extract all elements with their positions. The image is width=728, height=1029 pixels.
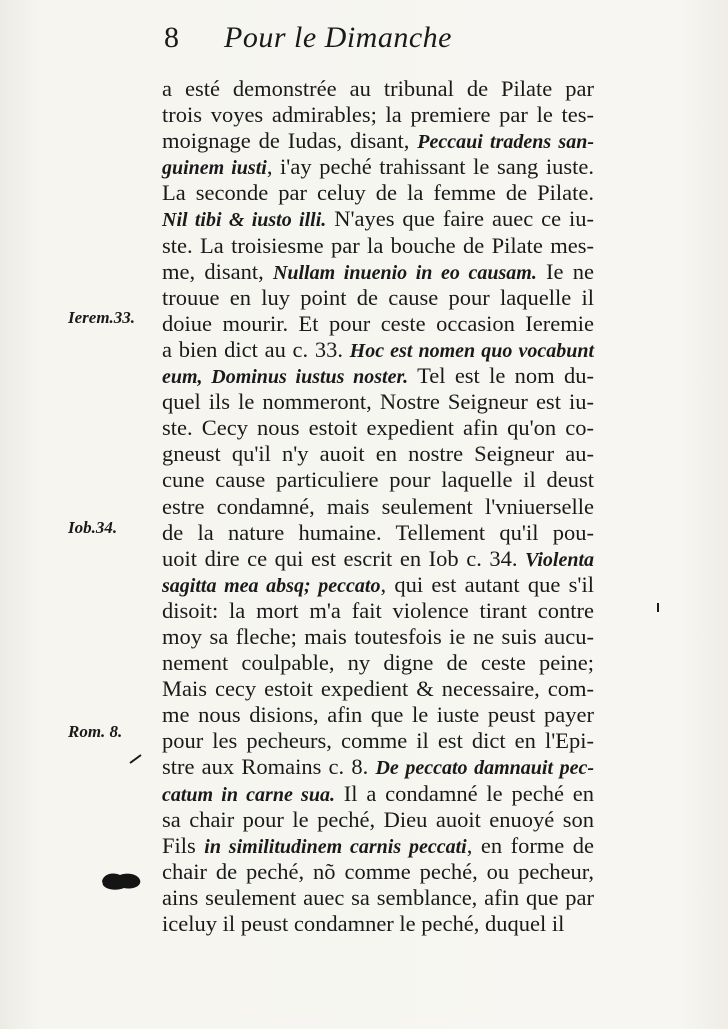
text-segment: de la nature humaine. Tellement qu'il pou- — [162, 519, 594, 545]
text-line — [162, 598, 594, 624]
text-line — [162, 650, 594, 676]
text-segment: ains seulement auec sa semblance, afin que par — [162, 884, 594, 910]
text-segment: ste. Cecy nous estoit expedient afin qu'on co- — [162, 415, 594, 441]
latin-quote: Violenta — [525, 548, 594, 571]
text-segment: moignage de Iudas, disant, — [162, 128, 418, 154]
latin-quote: in similitudinem carnis peccati — [204, 835, 467, 858]
text-line — [162, 520, 594, 546]
text-line — [162, 363, 594, 389]
text-segment: nement coulpable, ny digne de ceste peine; — [162, 650, 594, 676]
text-line — [162, 233, 594, 259]
text-line — [162, 441, 594, 467]
latin-quote: sagitta mea absq; peccato — [162, 574, 381, 597]
text-line — [162, 180, 594, 206]
stray-pen-mark — [128, 752, 144, 766]
text-line — [162, 206, 594, 232]
latin-quote: Nil tibi & iusto illi. — [162, 209, 327, 232]
text-line — [162, 337, 594, 363]
text-line — [162, 702, 594, 728]
text-segment: me nous disions, afin que le iuste peust payer — [162, 702, 594, 728]
text-segment: Tel est le nom du- — [408, 363, 594, 389]
text-segment: doiue mourir. Et pour ceste occasion Ieremie — [162, 310, 594, 336]
text-line — [162, 728, 594, 754]
text-segment: , i'ay peché trahissant le sang iuste. — [266, 154, 594, 180]
text-segment: ste. La troisiesme par la bouche de Pilate mes- — [162, 232, 594, 258]
text-segment: Mais cecy estoit expedient & necessaire, com- — [162, 676, 594, 702]
text-segment: N'ayes que faire auec ce iu- — [326, 206, 595, 232]
latin-quote: eum, Dominus iustus noster. — [162, 366, 409, 389]
ink-blot — [100, 870, 142, 892]
text-line — [162, 154, 594, 180]
text-segment: gneust qu'il n'y auoit en nostre Seigneur au- — [162, 441, 594, 467]
text-line — [162, 911, 594, 937]
text-line — [162, 285, 594, 311]
text-segment: Il a condamné le peché en — [334, 780, 594, 806]
text-line — [162, 807, 594, 833]
text-line — [162, 102, 594, 128]
margin-note-romans: Rom. 8. — [68, 722, 123, 741]
text-line — [162, 546, 594, 572]
margin-note-jeremiah: Ierem.33. — [68, 308, 136, 327]
body-text — [162, 76, 594, 937]
text-segment: La seconde par celuy de la femme de Pilate. — [162, 180, 594, 206]
text-line — [162, 467, 594, 493]
text-segment: trouue en luy point de cause pour laquelle il — [162, 284, 594, 310]
text-segment: a bien dict au c. 33. — [162, 336, 350, 362]
text-segment: , en forme de — [466, 832, 595, 858]
text-segment: stre aux Romains c. 8. — [162, 754, 376, 780]
latin-quote: catum in carne sua. — [162, 783, 335, 806]
stray-dot-mark — [655, 601, 661, 615]
text-segment: a esté demonstrée au tribunal de Pilate par — [162, 76, 594, 101]
text-line — [162, 833, 594, 859]
text-line — [162, 76, 594, 102]
text-segment: pour les pecheurs, comme il est dict en l'Epi- — [162, 728, 594, 754]
latin-quote: Hoc est nomen quo vocabunt — [349, 339, 595, 362]
text-segment: me, disant, — [162, 258, 273, 284]
page-header — [164, 18, 604, 58]
text-segment: Ie ne — [536, 258, 594, 284]
text-line — [162, 259, 594, 285]
running-title: Pour le Dimanche — [224, 21, 452, 54]
text-segment: Fils — [162, 832, 205, 858]
text-segment: moy sa fleche; mais toutesfois ie ne suis aucu- — [162, 623, 594, 649]
text-line — [162, 494, 594, 520]
text-segment: chair de peché, nõ comme peché, ou pecheur, — [162, 858, 594, 884]
text-line — [162, 754, 594, 780]
latin-quote: guinem iusti — [162, 157, 267, 180]
text-segment: disoit: la mort m'a fait violence tirant contre — [162, 597, 594, 623]
text-segment: sa chair pour le peché, Dieu auoit enuoyé son — [162, 806, 594, 832]
text-line — [162, 128, 594, 154]
text-segment: estre condamné, mais seulement l'vniuerselle — [162, 493, 594, 519]
text-segment: trois voyes admirables; la premiere par le tes- — [162, 102, 594, 128]
text-line — [162, 859, 594, 885]
text-line — [162, 624, 594, 650]
text-line — [162, 415, 594, 441]
text-segment: uoit dire ce qui est escrit en Iob c. 34. — [162, 545, 526, 571]
text-segment: cune cause particuliere pour laquelle il deust — [162, 467, 594, 493]
latin-quote: De peccato damnauit pec- — [375, 757, 595, 780]
text-segment: , qui est autant que s'il — [380, 571, 594, 597]
text-segment: iceluy il peust condamner le peché, duquel il — [162, 911, 565, 936]
text-line — [162, 311, 594, 337]
text-line — [162, 885, 594, 911]
page-number: 8 — [164, 21, 179, 54]
text-segment: quel ils le nommeront, Nostre Seigneur est iu- — [162, 389, 594, 415]
text-line — [162, 572, 594, 598]
margin-note-job: Iob.34. — [68, 518, 118, 537]
text-line — [162, 676, 594, 702]
latin-quote: Nullam inuenio in eo causam. — [272, 261, 537, 284]
text-line — [162, 389, 594, 415]
text-line — [162, 781, 594, 807]
latin-quote: Peccaui tradens san- — [417, 131, 594, 154]
